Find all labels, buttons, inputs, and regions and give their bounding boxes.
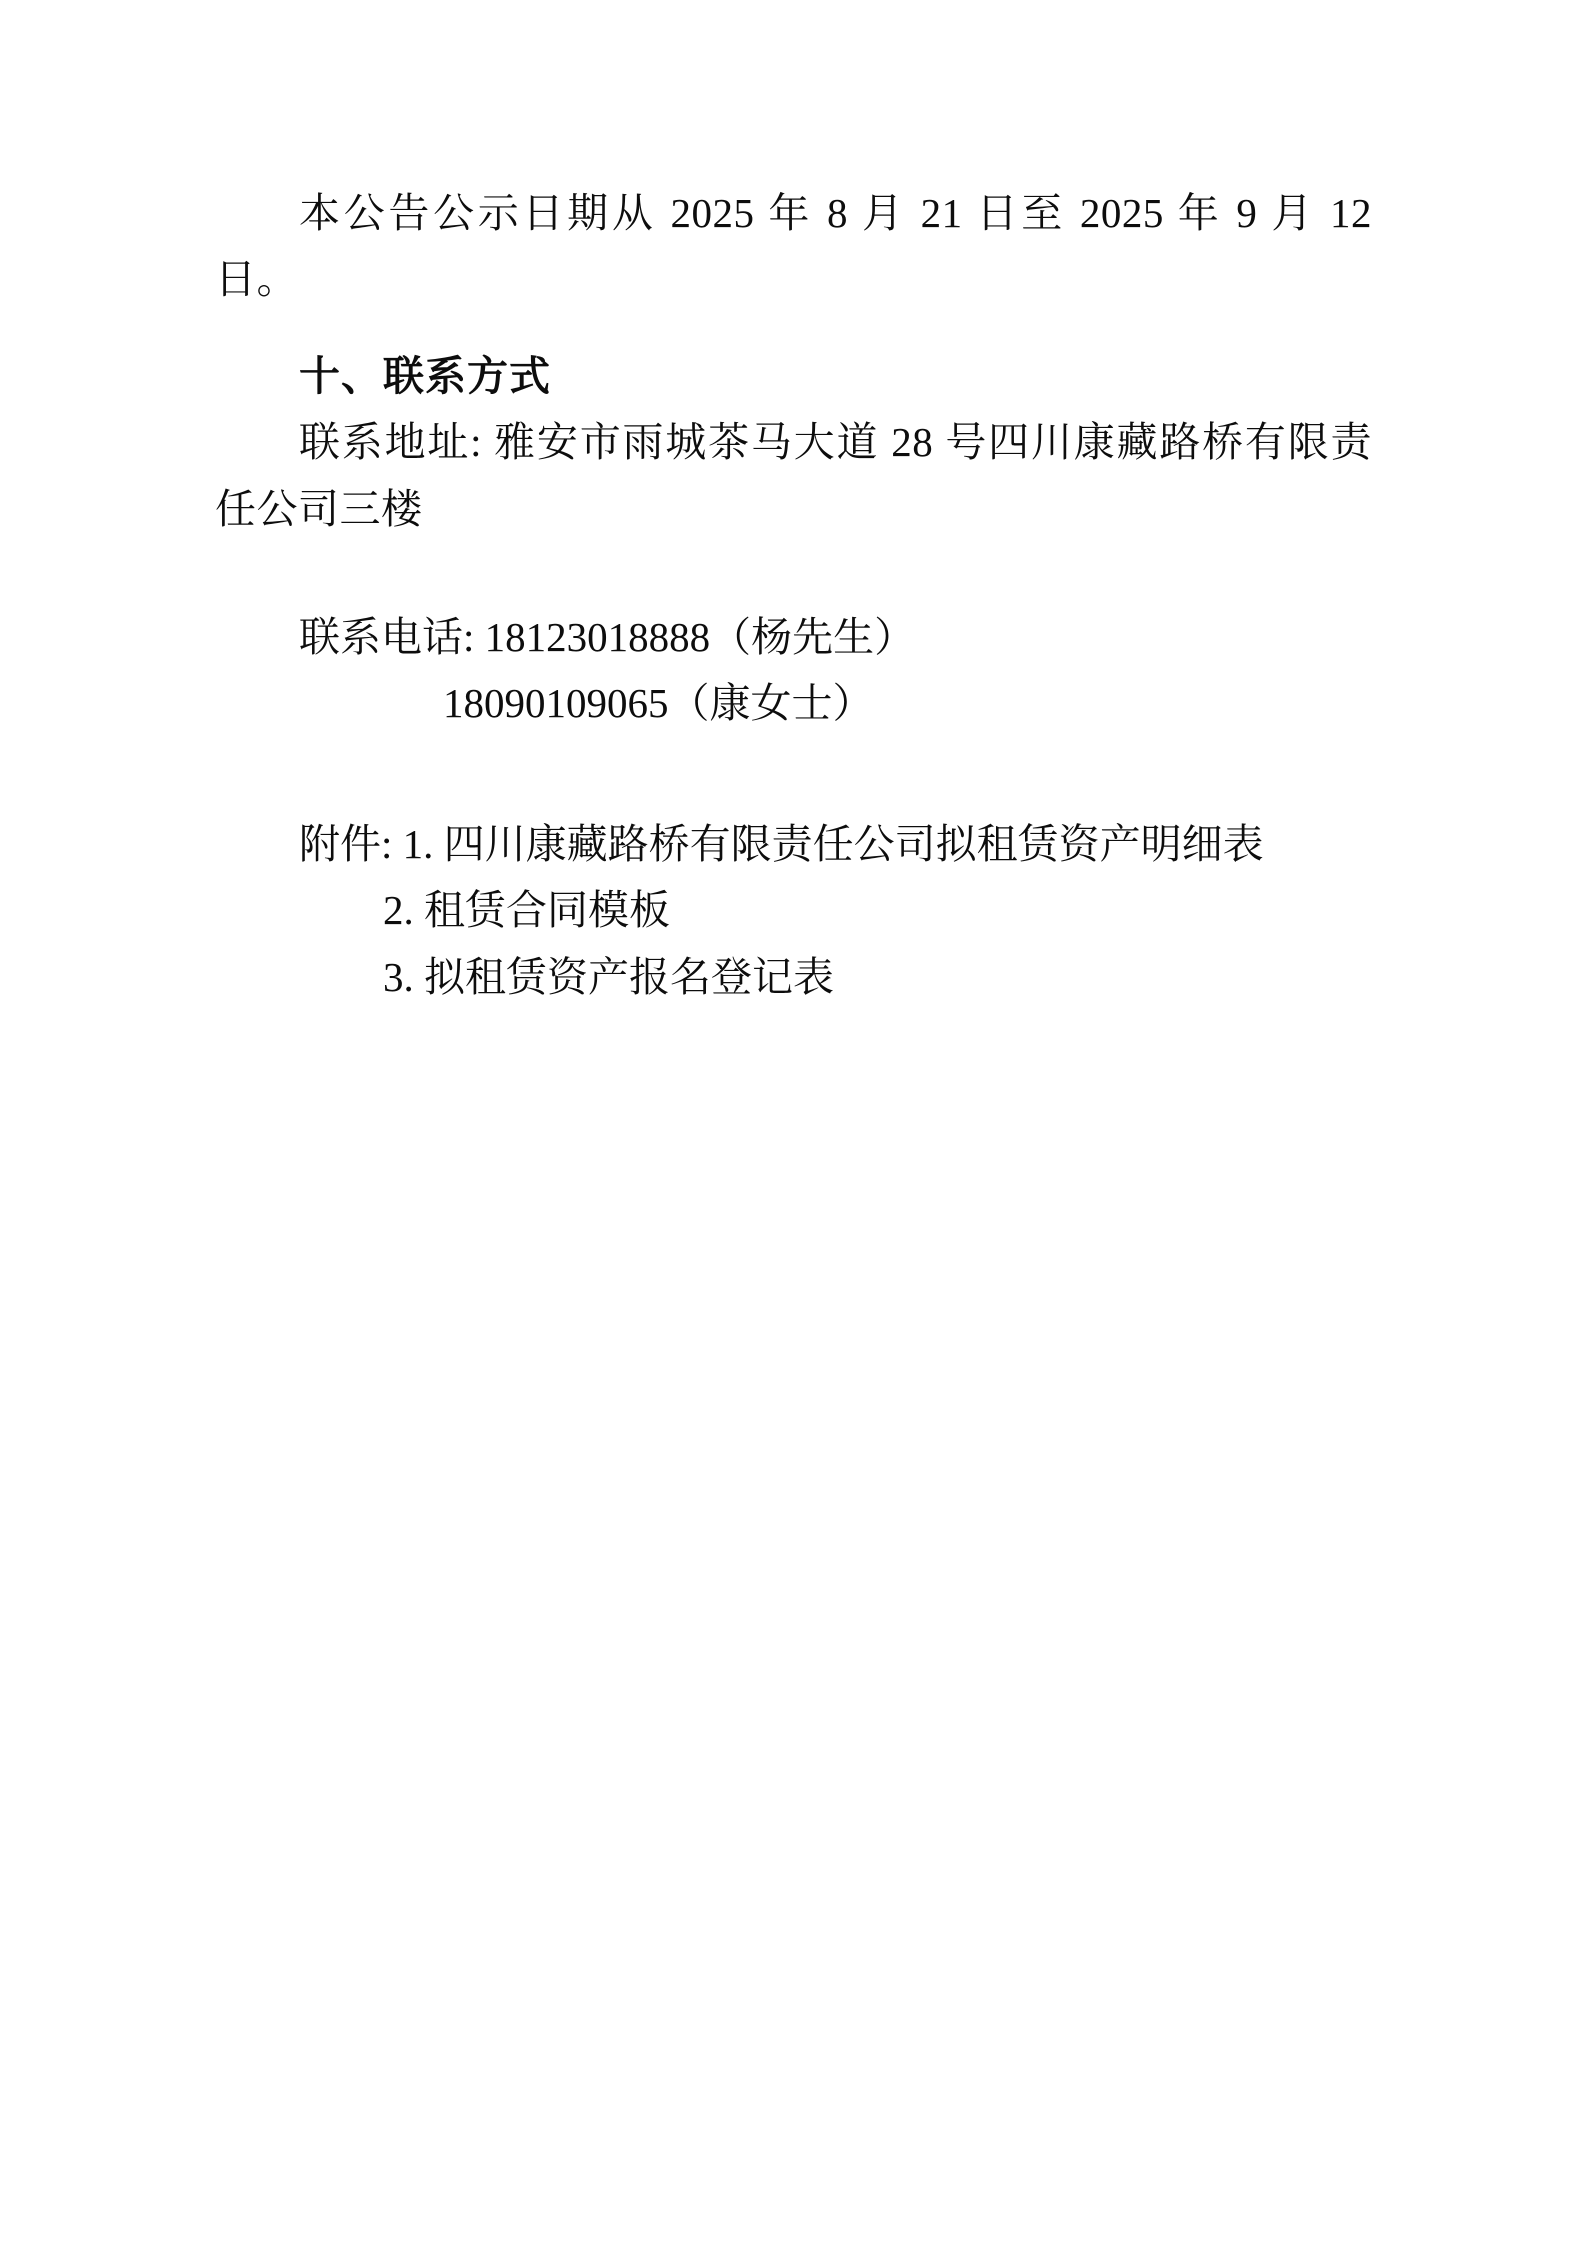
attachment-line-1: 附件: 1. 四川康藏路桥有限责任公司拟租赁资产明细表 <box>299 820 1264 867</box>
contact-phone-line-1: 联系电话: 18123018888（杨先生） <box>299 614 916 661</box>
spacer <box>215 313 1372 343</box>
spacer <box>215 542 1372 604</box>
attachment-line-3: 3. 拟租赁资产报名登记表 <box>383 953 834 1000</box>
attachment-line-2: 2. 租赁合同模板 <box>383 887 670 934</box>
notice-period-paragraph: 本公告公示日期从 2025 年 8 月 21 日至 2025 年 9 月 12 日。 <box>215 190 1372 303</box>
contact-address-paragraph: 联系地址: 雅安市雨城茶马大道 28 号四川康藏路桥有限责任公司三楼 <box>215 419 1372 532</box>
contact-section-heading: 十、联系方式 <box>299 352 551 399</box>
contact-phone-line-2: 18090109065（康女士） <box>443 680 874 727</box>
spacer <box>215 737 1372 811</box>
